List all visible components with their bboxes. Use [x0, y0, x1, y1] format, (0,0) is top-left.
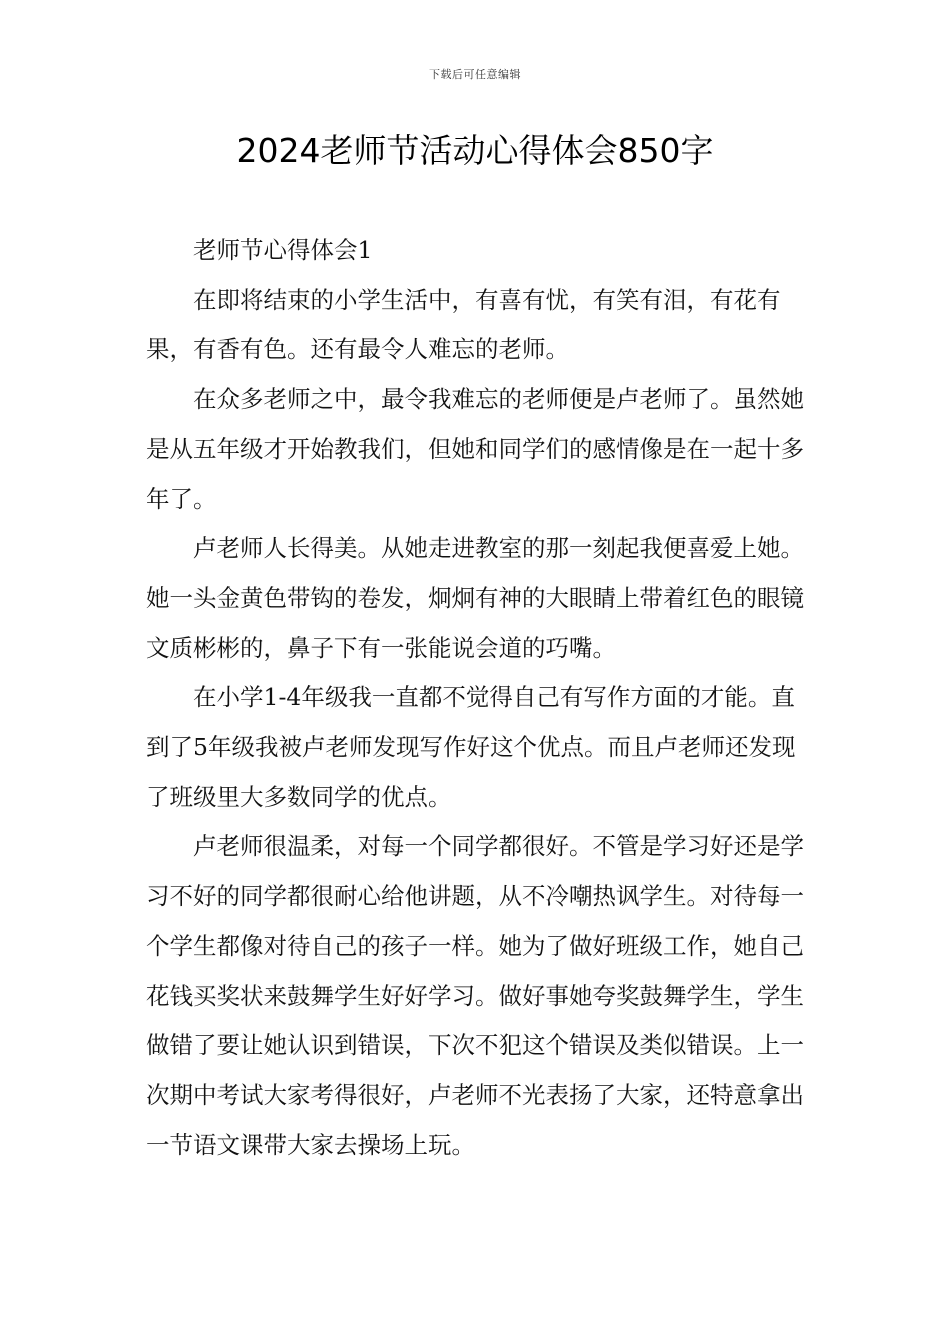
- document-title: 2024老师节活动心得体会850字: [236, 131, 714, 170]
- paragraph: 在小学1-4年级我一直都不觉得自己有写作方面的才能。直到了5年级我被卢老师发现写作好这个优点。而且卢老师还发现了班级里大多数同学的优点。: [146, 683, 796, 811]
- paragraph: 在众多老师之中，最令我难忘的老师便是卢老师了。虽然她是从五年级才开始教我们，但她和同学们的感情像是在一起十多年了。: [146, 385, 804, 513]
- header-note: 下载后可任意编辑: [429, 68, 521, 81]
- paragraph: 卢老师人长得美。从她走进教室的那一刻起我便喜爱上她。她一头金黄色带钩的卷发，炯炯有神的大眼睛上带着红色的眼镜文质彬彬的，鼻子下有一张能说会道的巧嘴。: [146, 534, 804, 662]
- paragraph: 卢老师很温柔，对每一个同学都很好。不管是学习好还是学习不好的同学都很耐心给他讲题，从不冷嘲热讽学生。对待每一个学生都像对待自己的孩子一样。她为了做好班级工作，她自己花钱买奖状来鼓舞学生好好学习。做好事她夸奖鼓舞学生，学生做错了要让她认识到错误，下次不犯这个错误及类似错误。上一次期中考试大家考得很好，卢老师不光表扬了大家，还特意拿出一节语文课带大家去操场上玩。: [146, 832, 804, 1159]
- paragraph: 在即将结束的小学生活中，有喜有忧，有笑有泪，有花有果，有香有色。还有最令人难忘的老师。: [146, 285, 781, 364]
- document-body: [146, 226, 810, 1170]
- section-heading: 老师节心得体会1: [193, 236, 373, 264]
